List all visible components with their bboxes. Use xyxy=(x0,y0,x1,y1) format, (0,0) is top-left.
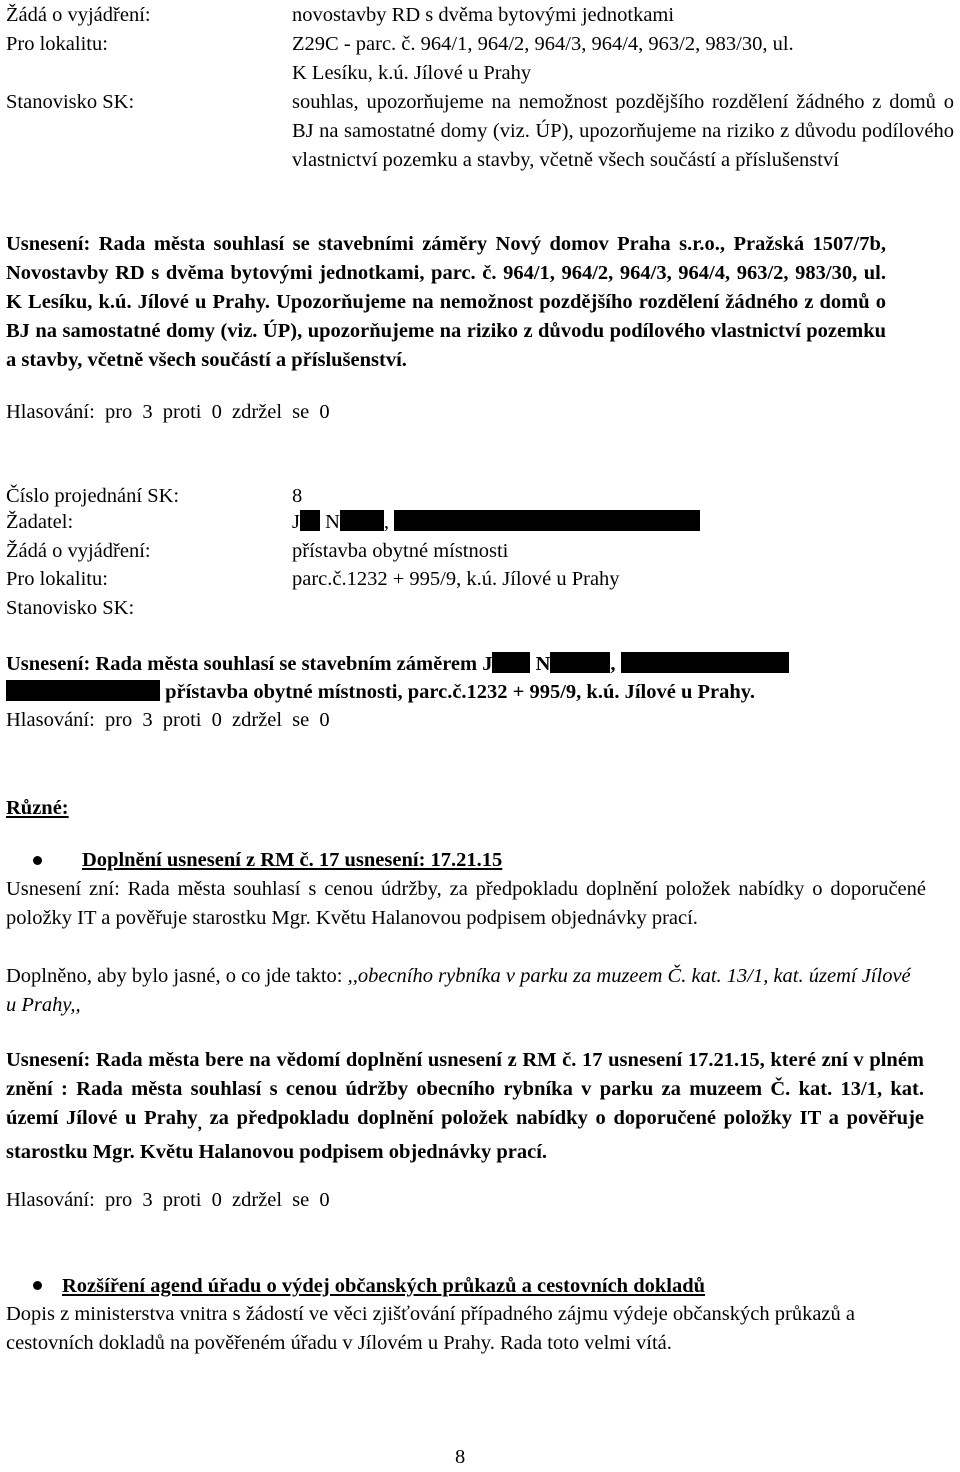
redaction-block xyxy=(300,510,320,531)
requests-value: novostavby RD s dvěma bytovými jednotkami xyxy=(292,4,675,26)
resolution-8-line1 xyxy=(6,650,789,679)
requests-label: Žádá o vyjádření: xyxy=(6,4,151,26)
vote-8: Hlasování: pro 3 proti 0 zdržel se 0 xyxy=(6,709,330,731)
bullet-1-text: Usnesení zní: Rada města souhlasí s cenou údržby, za předpokladu doplnění položek nabídky o doporučené položky IT a pověřuje starostku Mgr. Květu Halanovou podpisem objednávky prací. xyxy=(6,878,926,929)
bullet-1-title: Doplnění usnesení z RM č. 17 usnesení: 17.21.15 xyxy=(82,849,503,871)
resolution-8-line2 xyxy=(6,678,755,707)
case-number-label: Číslo projednání SK: xyxy=(6,485,180,507)
bullet-2-text: Dopis z ministerstva vnitra s žádostí ve věci zjišťování případného zájmu výdeje občanských průkazů a cestovních dokladů na pověřeném úřadu v Jílovém u Prahy. Rada toto velmi vítá. xyxy=(6,1303,856,1354)
section-heading-misc: Různé: xyxy=(6,797,69,819)
bullet-1-resolution xyxy=(6,1046,924,1167)
redaction-block xyxy=(394,510,700,531)
resolution-8-text: Usnesení: Rada města souhlasí se stavebním záměrem J xyxy=(6,653,493,675)
redaction-block xyxy=(340,510,384,531)
bullet-1-addition xyxy=(6,962,926,1020)
addition-prefix: Doplněno, aby bylo jasné, o co jde takto: xyxy=(6,965,343,987)
vote-7: Hlasování: pro 3 proti 0 zdržel se 0 xyxy=(6,401,330,423)
redaction-block xyxy=(550,652,610,673)
resolution-subscript: , xyxy=(197,1114,202,1134)
applicant-comma: , xyxy=(383,511,390,533)
location-value-line1: Z29C - parc. č. 964/1, 964/2, 964/3, 964/4, 963/2, 983/30, ul. xyxy=(292,33,794,55)
redaction-block xyxy=(492,652,530,673)
resolution-8-initial: N xyxy=(535,653,551,675)
bullet-icon xyxy=(33,1281,42,1290)
resolution-8-text-2: přístavba obytné místnosti, parc.č.1232 + 995/9, k.ú. Jílové u Prahy. xyxy=(165,681,756,703)
applicant-initial: J xyxy=(292,511,300,533)
case-number-value: 8 xyxy=(292,485,303,507)
resolution-7: Usnesení: Rada města souhlasí se stavebními záměry Nový domov Praha s.r.o., Pražská 1507/7b, Novostavby RD s dvěma bytovými jednotkami, parc. č. 964/1, 964/2, 964/3, 964/4, 963/2, 983/30, ul. K Lesíku, k.ú. Jílové u Prahy. Upozorňujeme na nemožnost pozdějšího rozdělení žádného z domů o BJ na samostatné domy (viz. ÚP), upozorňujeme na riziko z důvodu podílového vlastnictví pozemku a stavby, včetně všech součástí a příslušenství. xyxy=(6,233,886,371)
location-value-8: parc.č.1232 + 995/9, k.ú. Jílové u Prahy xyxy=(292,568,620,590)
opinion-label-8: Stanovisko SK: xyxy=(6,597,135,619)
opinion-label: Stanovisko SK: xyxy=(6,91,135,113)
requests-label-8: Žádá o vyjádření: xyxy=(6,540,151,562)
page-number: 8 xyxy=(455,1446,466,1468)
location-label: Pro lokalitu: xyxy=(6,33,108,55)
applicant-label: Žadatel: xyxy=(6,511,74,533)
requests-value-8: přístavba obytné místnosti xyxy=(292,540,509,562)
bullet-icon xyxy=(33,856,42,865)
resolution-8-comma: , xyxy=(610,653,616,675)
resolution-text-2: za předpokladu doplnění položek nabídky o doporučené položky IT a pověřuje starostku Mgr. Květu Halanovou podpisem objednávky prací. xyxy=(6,1107,924,1164)
addition-quote: ,,obecního rybníka v parku za muzeem Č. kat. 13/1, kat. území Jílové u Prahy,, xyxy=(6,965,911,1016)
resolution-text-1: Usnesení: Rada města bere na vědomí doplnění usnesení z RM č. 17 usnesení 17.21.15, které zní v plném znění : Rada města souhlasí s cenou údržby obecního rybníka v parku za muzeem Č. kat. 13/1, kat. území Jílové u Prahy xyxy=(6,1049,924,1129)
location-value-line2: K Lesíku, k.ú. Jílové u Prahy xyxy=(292,62,532,84)
redaction-block xyxy=(6,680,160,701)
redaction-block xyxy=(621,652,789,673)
applicant-initial-2: N xyxy=(325,511,340,533)
location-label-8: Pro lokalitu: xyxy=(6,568,108,590)
vote-misc-1: Hlasování: pro 3 proti 0 zdržel se 0 xyxy=(6,1189,330,1211)
opinion-value: souhlas, upozorňujeme na nemožnost pozdějšího rozdělení žádného z domů o BJ na samostatné domy (viz. ÚP), upozorňujeme na riziko z důvodu podílového vlastnictví pozemku a stavby, včetně všech součástí a příslušenství xyxy=(292,91,954,171)
applicant-value xyxy=(292,508,700,537)
bullet-2-title: Rozšíření agend úřadu o výdej občanských průkazů a cestovních dokladů xyxy=(62,1275,706,1297)
